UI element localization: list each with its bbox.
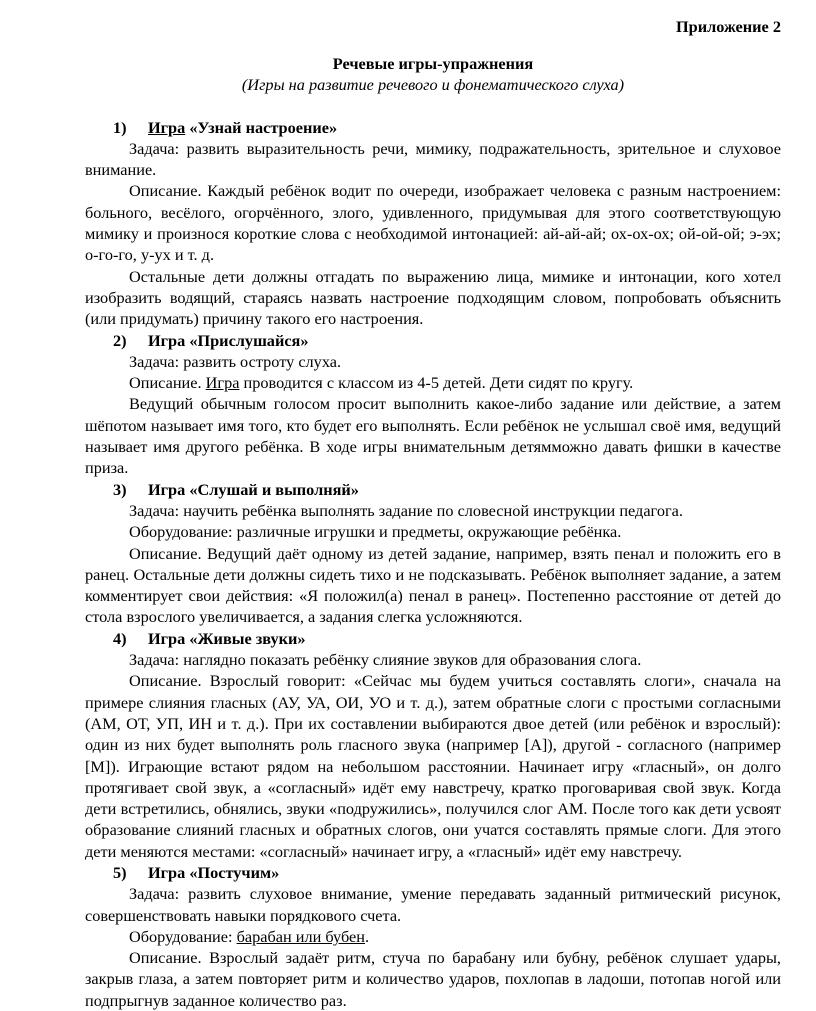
document-page (85, 16, 781, 1011)
game-3-heading (85, 479, 781, 500)
game-5-equipment-prefix: Оборудование: (129, 926, 237, 946)
game-5-heading (85, 862, 781, 883)
game-2-number: 2) (113, 330, 127, 350)
spacer (85, 96, 781, 117)
game-2-task: Задача: развить остроту слуха. (129, 351, 342, 371)
game-2-link[interactable]: Игра (205, 373, 240, 393)
game-2-description-2: Ведущий обычным голосом просит выполнить какое-либо задание или действие, а затем шёпотом называет имя того, кто будет его выполнять. Если ребёнок не услышал своё имя, ведущий называет имя другого ребёнка. В ходе игры внимательным детямможно давать фишки в качестве приза. (85, 394, 781, 478)
game-4-number: 4) (113, 628, 127, 648)
game-3-number: 3) (113, 479, 127, 499)
game-2-heading (85, 330, 781, 351)
document-subtitle: (Игры на развитие речевого и фонематического слуха) (241, 75, 625, 95)
game-2-description-rest: проводится с классом из 4-5 детей. Дети сидят по кругу. (239, 373, 634, 393)
game-5-task: Задача: развить слуховое внимание, умение передавать заданный ритмический рисунок, совершенствовать навыки порядкового счета. (85, 884, 781, 925)
game-1-task: Задача: развить выразительность речи, мимику, подражательность, зрительное и слуховое внимание. (85, 138, 781, 180)
document-title: Речевые игры-упражнения (332, 54, 534, 73)
game-1-description-2: Остальные дети должны отгадать по выражению лица, мимике и интонации, кого хотел изобразить водящий, стараясь назвать настроение подходящим словом, попробовать объяснить (или придумать) причину такого его настроения. (85, 266, 781, 329)
game-5-title: Игра «Постучим» (148, 862, 280, 882)
game-2-description-prefix: Описание. (129, 373, 206, 393)
game-4-title: Игра «Живые звуки» (148, 628, 306, 648)
game-1-number: 1) (113, 117, 127, 137)
game-5-equipment-rest: . (364, 926, 370, 946)
game-3-title: Игра «Слушай и выполняй» (148, 479, 359, 499)
game-3-equipment: Оборудование: различные игрушки и предметы, окружающие ребёнка. (129, 522, 622, 542)
game-5-equipment (85, 926, 781, 947)
game-2-title: Игра «Прислушайся» (148, 330, 309, 350)
game-4-description: Описание. Взрослый говорит: «Сейчас мы будем учиться составлять слоги», сначала на примере слияния гласных (АУ, УА, ОИ, УО и т. д.), затем обратные слоги с простыми согласными (АМ, ОТ, УП, ИН и т. д.). При их составлении выбираются двое детей (или ребёнок и взрослый): один из них будет выполнять роль гласного звука (например [А]), другой - согласного (например [М]). Играющие встают рядом на небольшом расстоянии. Начинает игру «гласный», он долго протягивает свой звук, а «согласный» идёт ему навстречу, кратко проговаривая свой звук. Когда дети встретились, обнялись, звуки «подружились», получился слог АМ. После того как дети усвоят образование слияний гласных и обратных слогов, они учатся составлять прямые слоги. Для этого дети меняются местами: «согласный» начинает игру, а «гласный» идёт ему навстречу. (85, 671, 781, 861)
game-1-description: Описание. Каждый ребёнок водит по очереди, изображает человека с разным настроением: больного, весёлого, огорчённого, злого, удивленного, придумывая для этого соответствующую мимику и произнося короткие слова с необходимой интонацией: ай-ай-ай; ох-ох-ох; ой-ой-ой; э-эх; о-го-го, у-ух и т. д. (85, 181, 781, 265)
game-5-equipment-link[interactable]: барабан или бубен (236, 926, 365, 946)
game-4-heading (85, 628, 781, 649)
game-5-number: 5) (113, 862, 127, 882)
game-5-description: Описание. Взрослый задаёт ритм, стуча по барабану или бубну, ребёнок слушает удары, закрыв глаза, а затем повторяет ритм и количество ударов, похлопав в ладоши, потопав ногой или подпрыгнув заданное количество раз. (85, 948, 781, 1010)
game-3-description: Описание. Ведущий даёт одному из детей задание, например, взять пенал и положить его в ранец. Остальные дети должны сидеть тихо и не подсказывать. Ребёнок выполняет задание, а затем комментирует свои действия: «Я положил(а) пенал в ранец». Постепенно расстояние от детей до стола взрослого увеличивается, а задания слегка усложняются. (85, 543, 781, 627)
game-1-heading (85, 117, 781, 138)
game-4-task: Задача: наглядно показать ребёнку слияние звуков для образования слога. (129, 650, 642, 670)
game-1-link[interactable]: Игра (148, 117, 186, 137)
game-2-description (85, 372, 781, 393)
game-3-task: Задача: научить ребёнка выполнять задание по словесной инструкции педагога. (129, 500, 683, 520)
game-1-name: «Узнай настроение» (185, 117, 338, 137)
appendix-label: Приложение 2 (676, 17, 781, 36)
